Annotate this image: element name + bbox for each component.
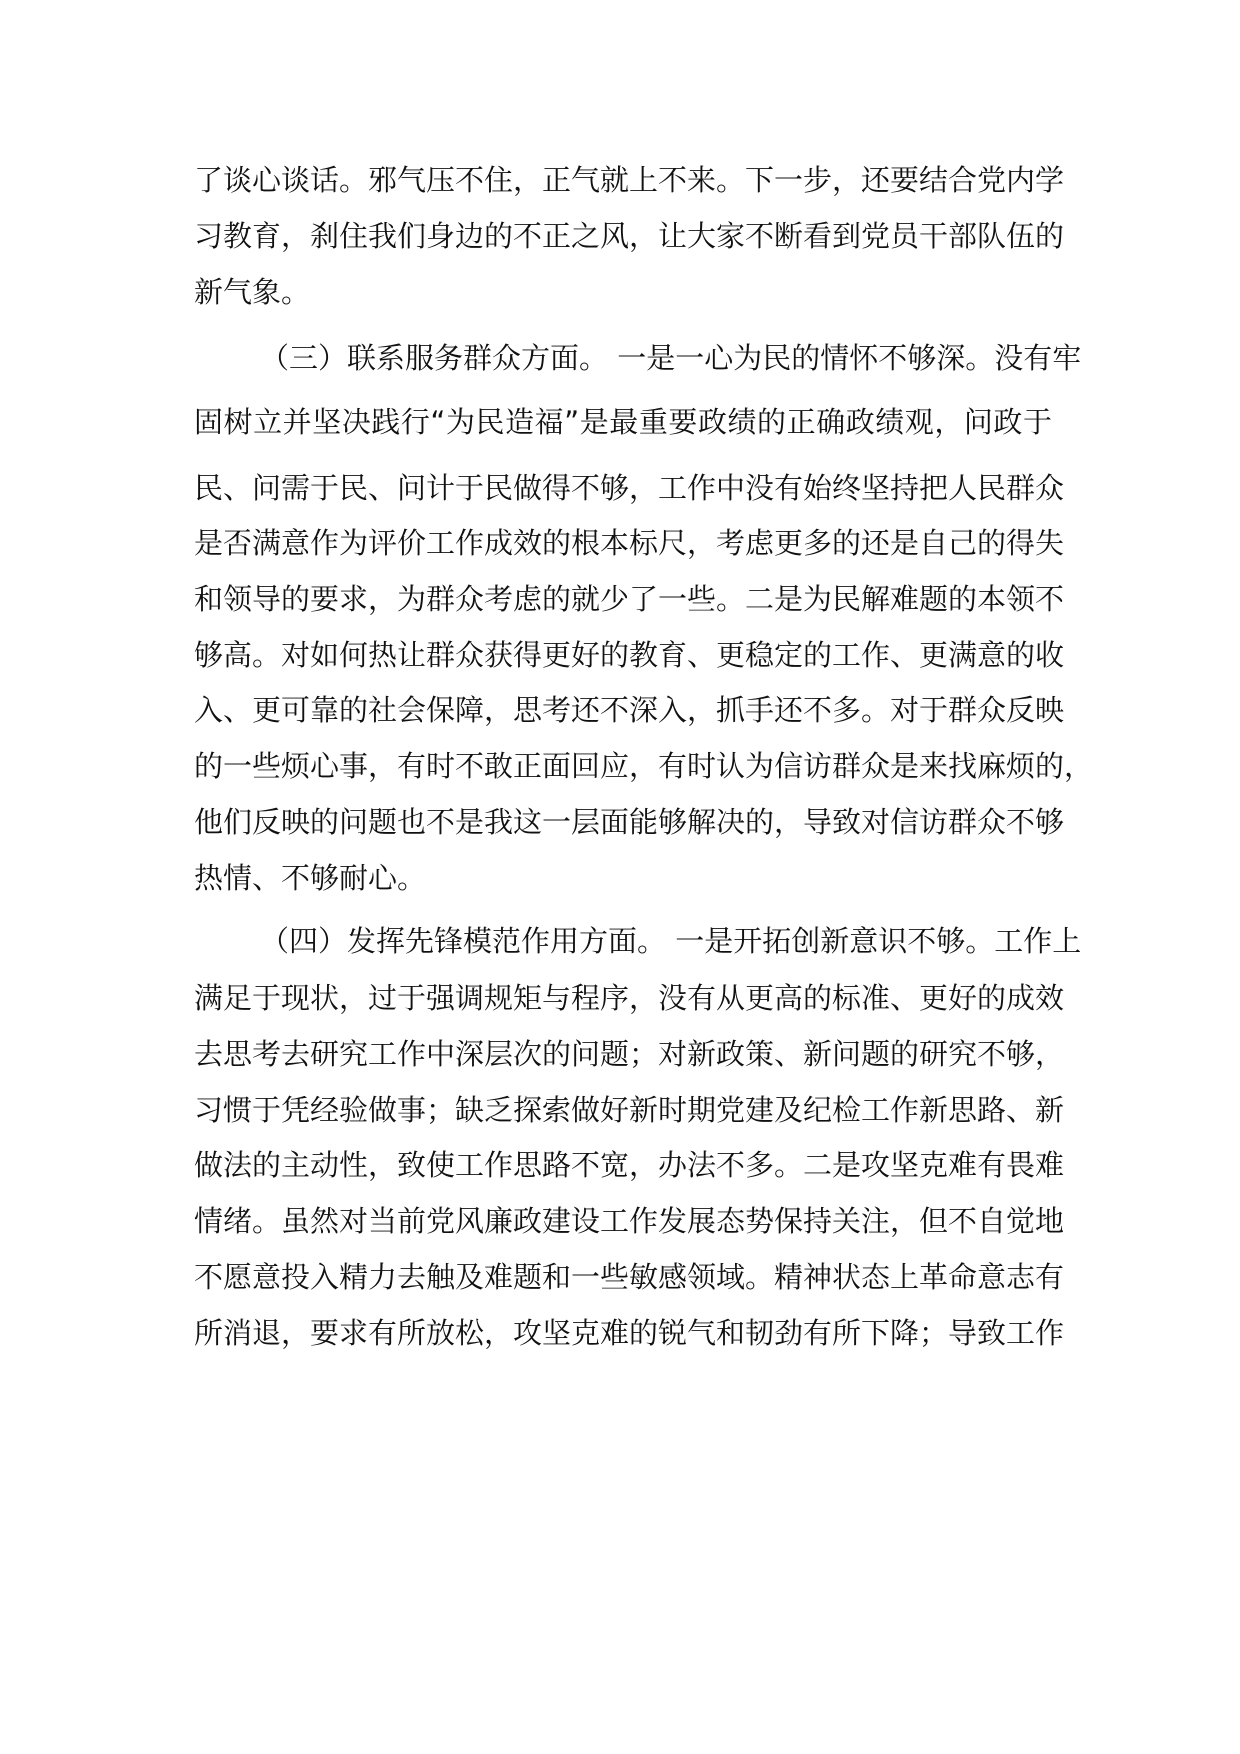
section-heading-line: （四）发挥先锋模范作用方面。 一是开拓创新意识不够。工作上 (260, 924, 1082, 958)
section-heading-line: （三）联系服务群众方面。 一是一心为民的情怀不够深。没有牢 (260, 341, 1082, 375)
text-line: 了谈心谈话。邪气压不住，正气就上不来。下一步，还要结合党内学 (194, 163, 1065, 197)
text-line (194, 1365, 1052, 1411)
text-line: 不愿意投入精力去触及难题和一些敏感领域。精神状态上革命意志有 (194, 1260, 1065, 1294)
text-line: 满足于现状，过于强调规矩与程序，没有从更高的标准、更好的成效 (194, 981, 1065, 1015)
text-line: 习惯于凭经验做事；缺乏探索做好新时期党建及纪检工作新思路、新 (194, 1093, 1065, 1127)
text-line: 和领导的要求，为群众考虑的就少了一些。二是为民解难题的本领不 (194, 582, 1065, 616)
text-line: 的一些烦心事，有时不敢正面回应，有时认为信访群众是来找麻烦的， (194, 749, 1094, 783)
text-line: 做法的主动性，致使工作思路不宽，办法不多。二是攻坚克难有畏难 (194, 1148, 1065, 1182)
text-line: 热情、不够耐心。 (194, 861, 427, 895)
text-line: 去思考去研究工作中深层次的问题；对新政策、新问题的研究不够， (194, 1037, 1065, 1071)
text-line: 入、更可靠的社会保障，思考还不深入，抓手还不多。对于群众反映 (194, 693, 1065, 727)
text-line: 他们反映的问题也不是我这一层面能够解决的，导致对信访群众不够 (194, 805, 1065, 839)
text-line: 民、问需于民、问计于民做得不够，工作中没有始终坚持把人民群众 (194, 471, 1065, 505)
text-line: 固树立并坚决践行“为民造福”是最重要政绩的正确政绩观，问政于 (194, 405, 1052, 439)
text-line: 所消退，要求有所放松，攻坚克难的锐气和韧劲有所下降；导致工作 (194, 1316, 1065, 1350)
text-line: 习教育，刹住我们身边的不正之风，让大家不断看到党员干部队伍的 (194, 219, 1065, 253)
text-line: 新气象。 (194, 275, 311, 309)
text-line: 是否满意作为评价工作成效的根本标尺，考虑更多的还是自己的得失 (194, 526, 1065, 560)
text-line: 够高。对如何热让群众获得更好的教育、更稳定的工作、更满意的收 (194, 638, 1065, 672)
text-line: 情绪。虽然对当前党风廉政建设工作发展态势保持关注，但不自觉地 (194, 1204, 1065, 1238)
